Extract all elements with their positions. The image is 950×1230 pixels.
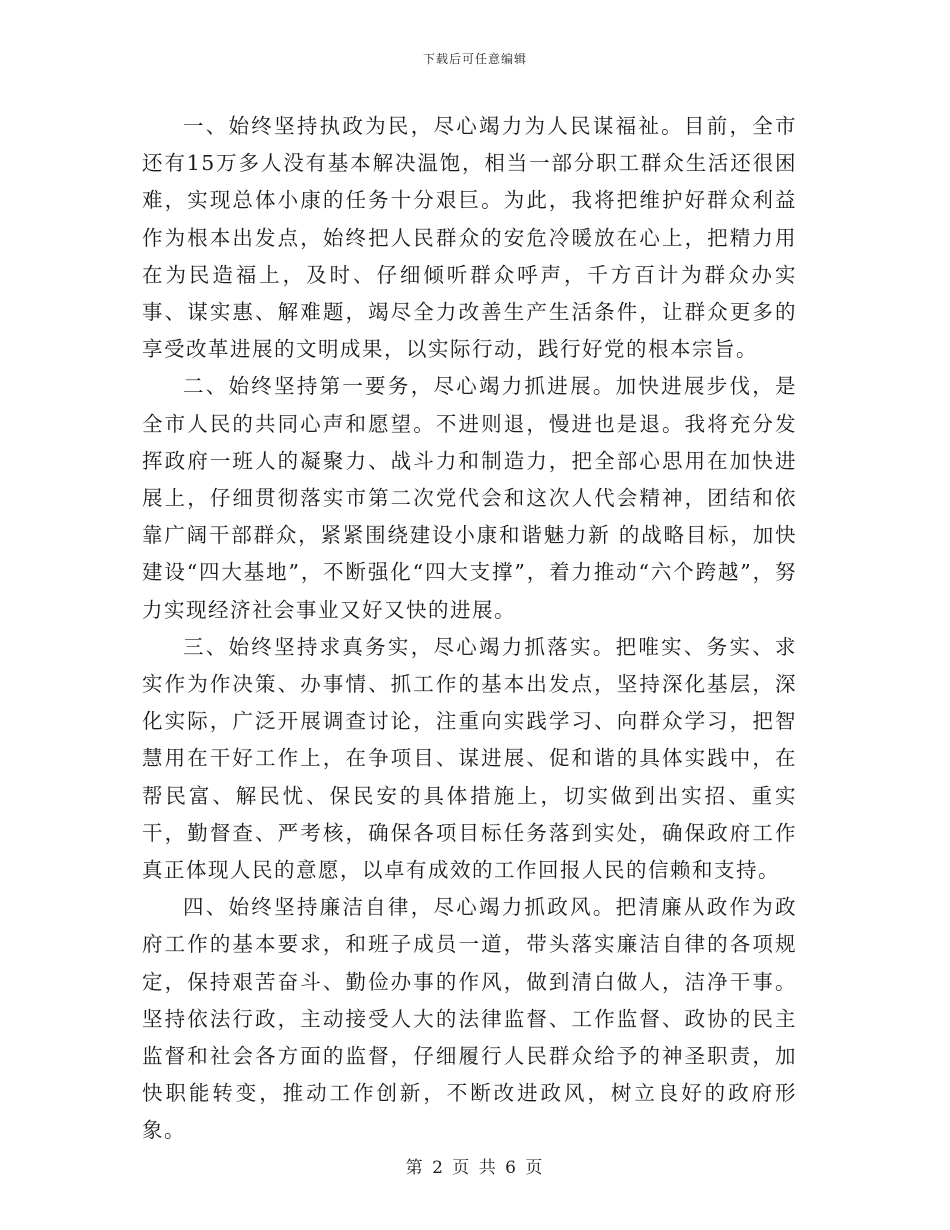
paragraph-1: 一、始终坚持执政为民，尽心竭力为人民谋福祉。目前，全市还有15万多人没有基本解决温饱，相当一部分职工群众生活还很困难，实现总体小康的任务十分艰巨。为此，我将把维护好群众利益作为根本出发点，始终把人民群众的安危冷暖放在心上，把精力用在为民造福上，及时、仔细倾听群众呼声，千方百计为群众办实事、谋实惠、解难题，竭尽全力改善生产生活条件，让群众更多的享受改革进展的文明成果，以实际行动，践行好党的根本宗旨。 xyxy=(142,114,797,362)
page-header: 下载后可任意编辑 xyxy=(422,52,527,66)
paragraph-3: 三、始终坚持求真务实，尽心竭力抓落实。把唯实、务实、求实作为作决策、办事情、抓工作的基本出发点，坚持深化基层，深化实际，广泛开展调查讨论，注重向实践学习、向群众学习，把智慧用在干好工作上，在争项目、谋进展、促和谐的具体实践中，在帮民富、解民忧、保民安的具体措施上，切实做到出实招、重实干，勤督查、严考核，确保各项目标任务落到实处，确保政府工作真正体现人民的意愿，以卓有成效的工作回报人民的信赖和支持。 xyxy=(142,634,797,883)
document-body xyxy=(142,108,797,1150)
page-number-footer: 第 2 页 共 6 页 xyxy=(405,1158,545,1178)
paragraph-2: 二、始终坚持第一要务，尽心竭力抓进展。加快进展步伐，是全市人民的共同心声和愿望。不进则退，慢进也是退。我将充分发挥政府一班人的凝聚力、战斗力和制造力，把全部心思用在加快进展上，仔细贯彻落实市第二次党代会和这次人代会精神，团结和依靠广阔干部群众，紧紧围绕建设小康和谐魅力新 的战略目标，加快建设“四大基地”，不断强化“四大支撑”，着力推动“六个跨越”，努力实现经济社会事业又好又快的进展。 xyxy=(142,374,797,622)
paragraph-4: 四、始终坚持廉洁自律，尽心竭力抓政风。把清廉从政作为政府工作的基本要求，和班子成员一道，带头落实廉洁自律的各项规定，保持艰苦奋斗、勤俭办事的作风，做到清白做人，洁净干事。坚持依法行政，主动接受人大的法律监督、工作监督、政协的民主监督和社会各方面的监督，仔细履行人民群众给予的神圣职责，加快职能转变，推动工作创新，不断改进政风，树立良好的政府形象。 xyxy=(142,895,797,1143)
